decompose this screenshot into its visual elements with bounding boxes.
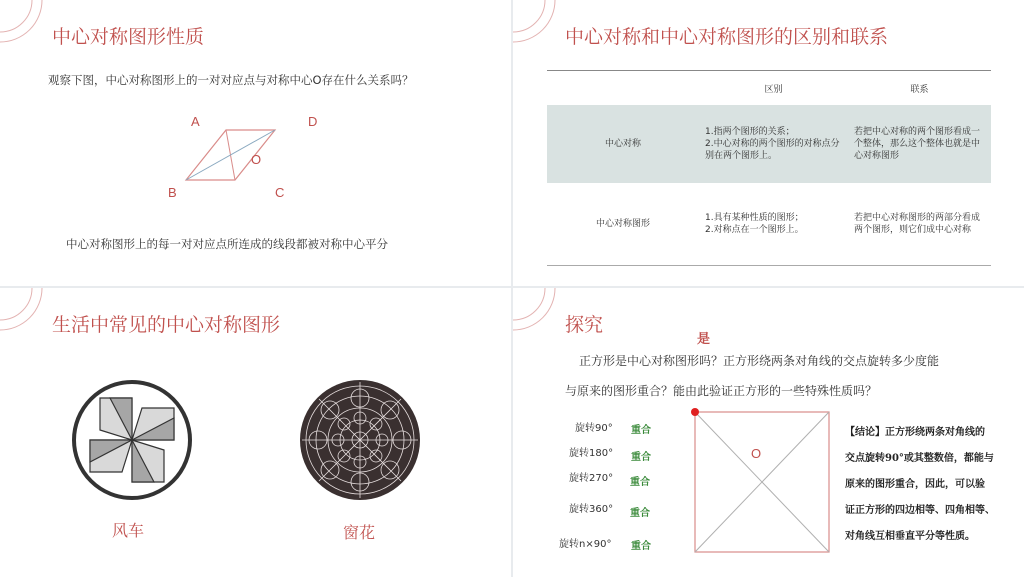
table-header: [547, 71, 699, 106]
point-d-label: D: [308, 114, 318, 129]
question-line-2: 与原来的图形重合？能由此验证正方形的一些特殊性质吗？: [565, 384, 878, 398]
table-cell: 1.具有某种性质的图形； 2.对称点在一个图形上。: [699, 183, 848, 266]
point-a-label: A: [191, 114, 200, 129]
slide-title: 探究: [565, 314, 604, 336]
question-line-1: 正方形是中心对称图形吗？正方形绕两条对角线的交点旋转多少度能: [579, 354, 940, 368]
pinwheel-icon: [70, 378, 194, 502]
table-cell: 中心对称: [547, 105, 699, 183]
square-diagram: [691, 406, 833, 556]
mandala-icon: [298, 378, 422, 502]
table-cell: 若把中心对称图形的两部分看成两个图形，则它们成中心对称: [848, 183, 991, 266]
rotation-label: 旋转n×90°: [559, 539, 612, 550]
rotation-label: 旋转180°: [569, 448, 614, 459]
parallelogram-diagram: [180, 124, 280, 186]
center-o-label: O: [751, 446, 762, 461]
rotation-result: 重合: [631, 541, 651, 552]
rotation-label: 旋转270°: [569, 473, 614, 484]
slide-exploration[interactable]: [513, 288, 1024, 577]
center-o-label: O: [251, 152, 262, 167]
rotation-result: 重合: [631, 425, 651, 436]
point-c-label: C: [275, 185, 285, 200]
slide-title: 中心对称图形性质: [52, 26, 205, 48]
rotation-label: 旋转360°: [569, 504, 614, 515]
conclusion-text: 中心对称图形上的每一对对应点所连成的线段都被对称中心平分: [66, 237, 388, 251]
table-cell: 1.指两个图形的关系； 2.中心对称的两个图形的对称点分别在两个图形上。: [699, 105, 848, 183]
slide-title: 中心对称和中心对称图形的区别和联系: [565, 26, 889, 48]
slide-difference-and-relation[interactable]: [513, 0, 1024, 286]
corner-arcs-decoration: [513, 0, 563, 50]
table-cell: 中心对称图形: [547, 183, 699, 266]
rotation-result: 重合: [631, 452, 651, 463]
comparison-table: [547, 70, 991, 266]
corner-arcs-decoration: [0, 0, 50, 50]
table-header-difference: 区别: [699, 71, 848, 106]
table-cell: 若把中心对称的两个图形看成一个整体，那么这个整体也就是中心对称图形: [848, 105, 991, 183]
rotation-result: 重合: [630, 477, 650, 488]
corner-arcs-decoration: [513, 288, 563, 338]
rotation-label: 旋转90°: [575, 423, 613, 434]
table-row: [547, 105, 991, 183]
paper-cut-caption: 窗花: [343, 523, 376, 542]
slide-center-symmetry-property[interactable]: [0, 0, 511, 286]
point-b-label: B: [168, 185, 177, 200]
slide-common-symmetric-figures[interactable]: [0, 288, 511, 577]
pinwheel-caption: 风车: [112, 521, 145, 540]
slide-title: 生活中常见的中心对称图形: [52, 314, 281, 336]
conclusion-text: 【结论】正方形绕两条对角线的 交点旋转90°或其整数倍，都能与 原来的图形重合，因此，可以验 证正方形的四边相等、四角相等、 对角线互相垂直平分等性质。: [845, 427, 995, 542]
table-header-relation: 联系: [848, 71, 991, 106]
rotation-result: 重合: [630, 508, 650, 519]
corner-arcs-decoration: [0, 288, 50, 338]
table-row: [547, 183, 991, 266]
answer-text: 是: [697, 332, 711, 347]
question-text: 观察下图，中心对称图形上的一对对应点与对称中心O存在什么关系吗？: [48, 73, 414, 87]
